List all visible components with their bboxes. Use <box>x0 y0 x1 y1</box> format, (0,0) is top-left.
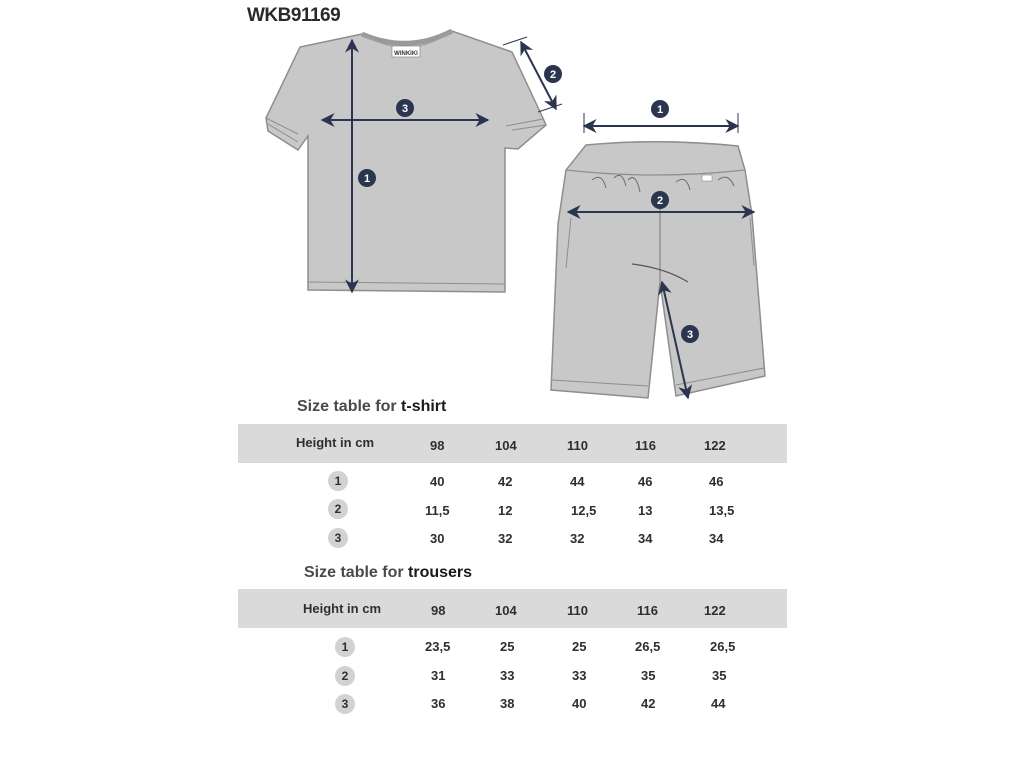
trousers-cell: 40 <box>572 696 587 711</box>
trousers-cell: 31 <box>431 668 446 683</box>
trousers-cell: 26,5 <box>710 639 736 654</box>
tshirt-cell: 42 <box>498 474 513 489</box>
trousers-table-title <box>304 564 472 582</box>
trousers-illustration <box>551 142 765 398</box>
trousers-row-marker: 1 <box>335 637 355 657</box>
trousers-size-col: 104 <box>495 603 517 618</box>
tshirt-marker-3 <box>396 99 414 117</box>
tshirt-size-col: 122 <box>704 438 726 453</box>
trousers-size-col: 116 <box>637 603 658 618</box>
trousers-size-col: 110 <box>567 603 588 618</box>
tshirt-cell: 11,5 <box>425 503 450 518</box>
svg-text:1: 1 <box>656 104 664 116</box>
trousers-table-title-item: trousers <box>408 564 473 581</box>
trousers-size-col: 98 <box>431 603 446 618</box>
trousers-cell: 25 <box>500 639 515 654</box>
trousers-cell: 38 <box>500 696 515 711</box>
tshirt-row-marker: 2 <box>328 499 348 519</box>
trousers-cell: 33 <box>572 668 587 683</box>
tshirt-cell: 44 <box>570 474 585 489</box>
tshirt-cell: 34 <box>709 531 724 546</box>
tshirt-size-col: 116 <box>635 438 656 453</box>
tshirt-size-col: 104 <box>495 438 517 453</box>
svg-text:3: 3 <box>401 103 409 115</box>
tshirt-row-marker: 1 <box>328 471 348 491</box>
tshirt-table-title-prefix: Size table for <box>297 398 402 415</box>
trousers-marker-1 <box>651 100 669 118</box>
tshirt-cell: 46 <box>638 474 653 489</box>
trousers-cell: 35 <box>641 668 656 683</box>
tshirt-cell: 12,5 <box>571 503 597 518</box>
tshirt-cell: 34 <box>638 531 653 546</box>
tshirt-cell: 46 <box>709 474 724 489</box>
svg-text:2: 2 <box>656 195 664 207</box>
svg-text:3: 3 <box>686 329 694 341</box>
trousers-cell: 44 <box>711 696 726 711</box>
trousers-size-col: 122 <box>704 603 726 618</box>
svg-text:1: 1 <box>363 173 371 185</box>
trousers-cell: 26,5 <box>635 639 661 654</box>
trousers-marker-3 <box>681 325 699 343</box>
tshirt-table-title-item: t-shirt <box>401 398 447 415</box>
tshirt-marker-2 <box>544 65 562 83</box>
trousers-row-marker: 3 <box>335 694 355 714</box>
trousers-marker-2 <box>651 191 669 209</box>
trousers-cell: 25 <box>572 639 587 654</box>
waist-label-icon <box>702 175 712 181</box>
trousers-row-marker: 2 <box>335 666 355 686</box>
tshirt-illustration <box>266 31 546 292</box>
tshirt-header-label: Height in cm <box>296 435 375 450</box>
trousers-cell: 23,5 <box>425 639 451 654</box>
tshirt-size-col: 98 <box>430 438 445 453</box>
tshirt-cell: 32 <box>570 531 585 546</box>
trousers-header-label: Height in cm <box>303 601 382 616</box>
trousers-cell: 33 <box>500 668 515 683</box>
tshirt-row-marker: 3 <box>328 528 348 548</box>
trousers-cell: 36 <box>431 696 446 711</box>
tshirt-size-col: 110 <box>567 438 588 453</box>
tshirt-cell: 40 <box>430 474 445 489</box>
trousers-cell: 35 <box>712 668 727 683</box>
svg-text:2: 2 <box>549 69 557 81</box>
trousers-table-title-prefix: Size table for <box>304 564 409 581</box>
tshirt-cell: 13 <box>638 503 653 518</box>
trousers-cell: 42 <box>641 696 656 711</box>
tshirt-cell: 30 <box>430 531 445 546</box>
product-code: WKB91169 <box>247 5 341 26</box>
brand-label-text: WINKIKI <box>394 51 418 57</box>
tshirt-cell: 13,5 <box>709 503 735 518</box>
tshirt-table-title <box>297 398 446 416</box>
tshirt-cell: 32 <box>498 531 513 546</box>
tshirt-marker-1 <box>358 169 376 187</box>
tshirt-cell: 12 <box>498 503 513 518</box>
